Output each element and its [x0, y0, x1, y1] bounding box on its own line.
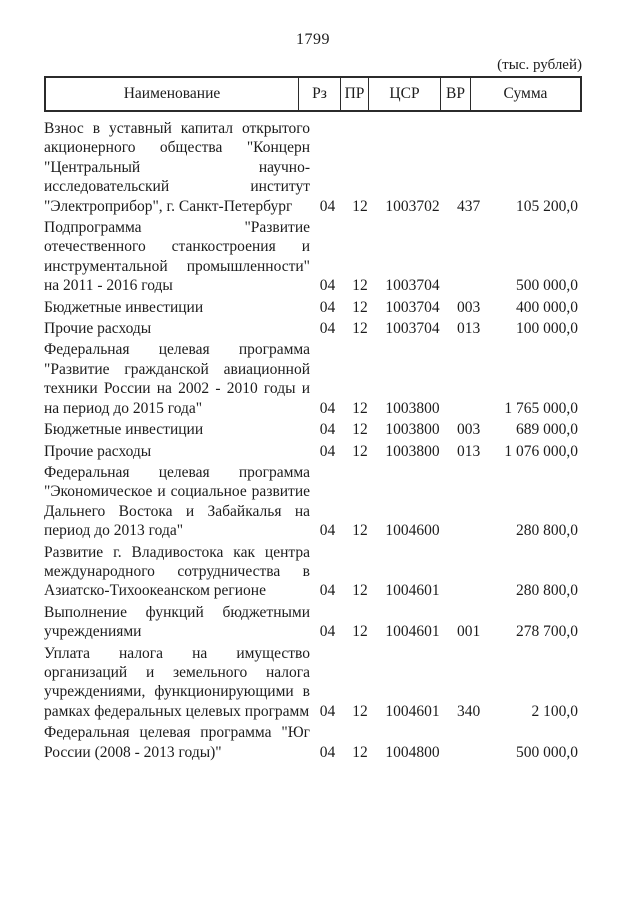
row-rz: 04	[319, 582, 336, 600]
row-rz: 04	[319, 298, 336, 316]
table-row	[44, 319, 582, 338]
table-body	[44, 119, 582, 762]
row-name: Выполнение функций бюджетными учреждениями	[44, 603, 310, 641]
row-csr: 1004800	[385, 743, 440, 761]
row-rz: 04	[319, 197, 336, 215]
row-rz: 04	[319, 320, 336, 338]
row-rz: 04	[319, 421, 336, 439]
row-name: Развитие г. Владивостока как центра международного сотрудничества в Азиатско-Тихоокеанском регионе	[44, 543, 310, 600]
row-vr: 001	[457, 623, 481, 641]
column-header-csr: ЦСР	[368, 78, 440, 110]
row-csr: 1004600	[385, 522, 440, 540]
row-name: Взнос в уставный капитал открытого акционерного общества "Концерн "Центральный научно-исследовательский институт "Электроприбор", г. Санкт-Петербург	[44, 120, 310, 215]
row-sum: 100 000,0	[516, 320, 578, 338]
table-row	[44, 298, 582, 317]
row-csr: 1003704	[385, 298, 440, 316]
table-row	[44, 340, 582, 418]
row-sum: 500 000,0	[516, 743, 578, 761]
row-sum: 500 000,0	[516, 277, 578, 295]
row-pr: 12	[352, 320, 368, 338]
row-vr: 013	[457, 442, 481, 460]
column-header-rz: Рз	[298, 78, 340, 110]
row-name: Подпрограмма "Развитие отечественного станкостроения и инструментальной промышленности" на 2011 - 2016 годы	[44, 219, 310, 295]
row-rz: 04	[319, 702, 336, 720]
row-name: Федеральная целевая программа "Экономическое и социальное развитие Дальнего Востока и Забайкалья на период до 2013 года"	[44, 463, 310, 540]
table-row	[44, 463, 582, 541]
row-name: Прочие расходы	[44, 442, 152, 460]
row-sum: 689 000,0	[516, 421, 578, 439]
row-pr: 12	[352, 582, 368, 600]
budget-table	[44, 76, 582, 762]
row-name: Федеральная целевая программа "Развитие гражданской авиационной техники России на 2002 - 2010 годы и на период до 2015 года"	[44, 341, 310, 417]
row-pr: 12	[352, 522, 368, 540]
table-row	[44, 420, 582, 439]
table-header-row	[44, 76, 582, 112]
column-header-vr: ВР	[440, 78, 470, 110]
row-pr: 12	[352, 421, 368, 439]
row-rz: 04	[319, 277, 336, 295]
column-header-pr: ПР	[340, 78, 368, 110]
column-header-sum: Сумма	[470, 78, 580, 110]
row-name: Бюджетные инвестиции	[44, 421, 204, 439]
table-row	[44, 442, 582, 461]
table-row	[44, 603, 582, 642]
row-rz: 04	[319, 399, 336, 417]
row-sum: 280 800,0	[516, 582, 578, 600]
row-name: Уплата налога на имущество организаций и земельного налога учреждениями, функционирующими в рамках федеральных целевых программ	[44, 644, 310, 720]
row-csr: 1004601	[385, 582, 440, 600]
row-pr: 12	[352, 277, 368, 295]
row-vr: 003	[457, 421, 481, 439]
row-sum: 1 765 000,0	[504, 399, 578, 417]
row-rz: 04	[319, 623, 336, 641]
row-pr: 12	[352, 399, 368, 417]
row-csr: 1003704	[385, 320, 440, 338]
row-pr: 12	[352, 197, 368, 215]
row-csr: 1003800	[385, 421, 440, 439]
row-vr: 003	[457, 298, 481, 316]
row-rz: 04	[319, 442, 336, 460]
row-sum: 400 000,0	[516, 298, 578, 316]
row-sum: 2 100,0	[531, 702, 578, 720]
row-sum: 278 700,0	[516, 623, 578, 641]
row-name: Бюджетные инвестиции	[44, 298, 204, 316]
row-rz: 04	[319, 522, 336, 540]
table-row	[44, 543, 582, 601]
row-sum: 280 800,0	[516, 522, 578, 540]
row-sum: 105 200,0	[516, 197, 578, 215]
row-pr: 12	[352, 743, 368, 761]
row-csr: 1003800	[385, 442, 440, 460]
page-content	[44, 0, 582, 764]
column-header-name: Наименование	[123, 85, 221, 102]
table-row	[44, 723, 582, 762]
row-vr: 437	[457, 197, 481, 215]
row-vr: 340	[457, 702, 481, 720]
row-name: Федеральная целевая программа "Юг России (2008 - 2013 годы)"	[44, 724, 310, 761]
table-row	[44, 218, 582, 296]
table-row	[44, 119, 582, 216]
row-csr: 1003704	[385, 277, 440, 295]
table-row	[44, 644, 582, 722]
row-csr: 1004601	[385, 702, 440, 720]
row-pr: 12	[352, 623, 368, 641]
row-name: Прочие расходы	[44, 320, 152, 338]
row-pr: 12	[352, 442, 368, 460]
row-pr: 12	[352, 298, 368, 316]
row-csr: 1003702	[385, 197, 440, 215]
row-vr: 013	[457, 320, 481, 338]
row-csr: 1003800	[385, 399, 440, 417]
row-pr: 12	[352, 702, 368, 720]
units-note: (тыс. рублей)	[497, 57, 582, 73]
row-sum: 1 076 000,0	[504, 442, 578, 460]
row-rz: 04	[319, 743, 336, 761]
page-number: 1799	[296, 31, 330, 48]
row-csr: 1004601	[385, 623, 440, 641]
